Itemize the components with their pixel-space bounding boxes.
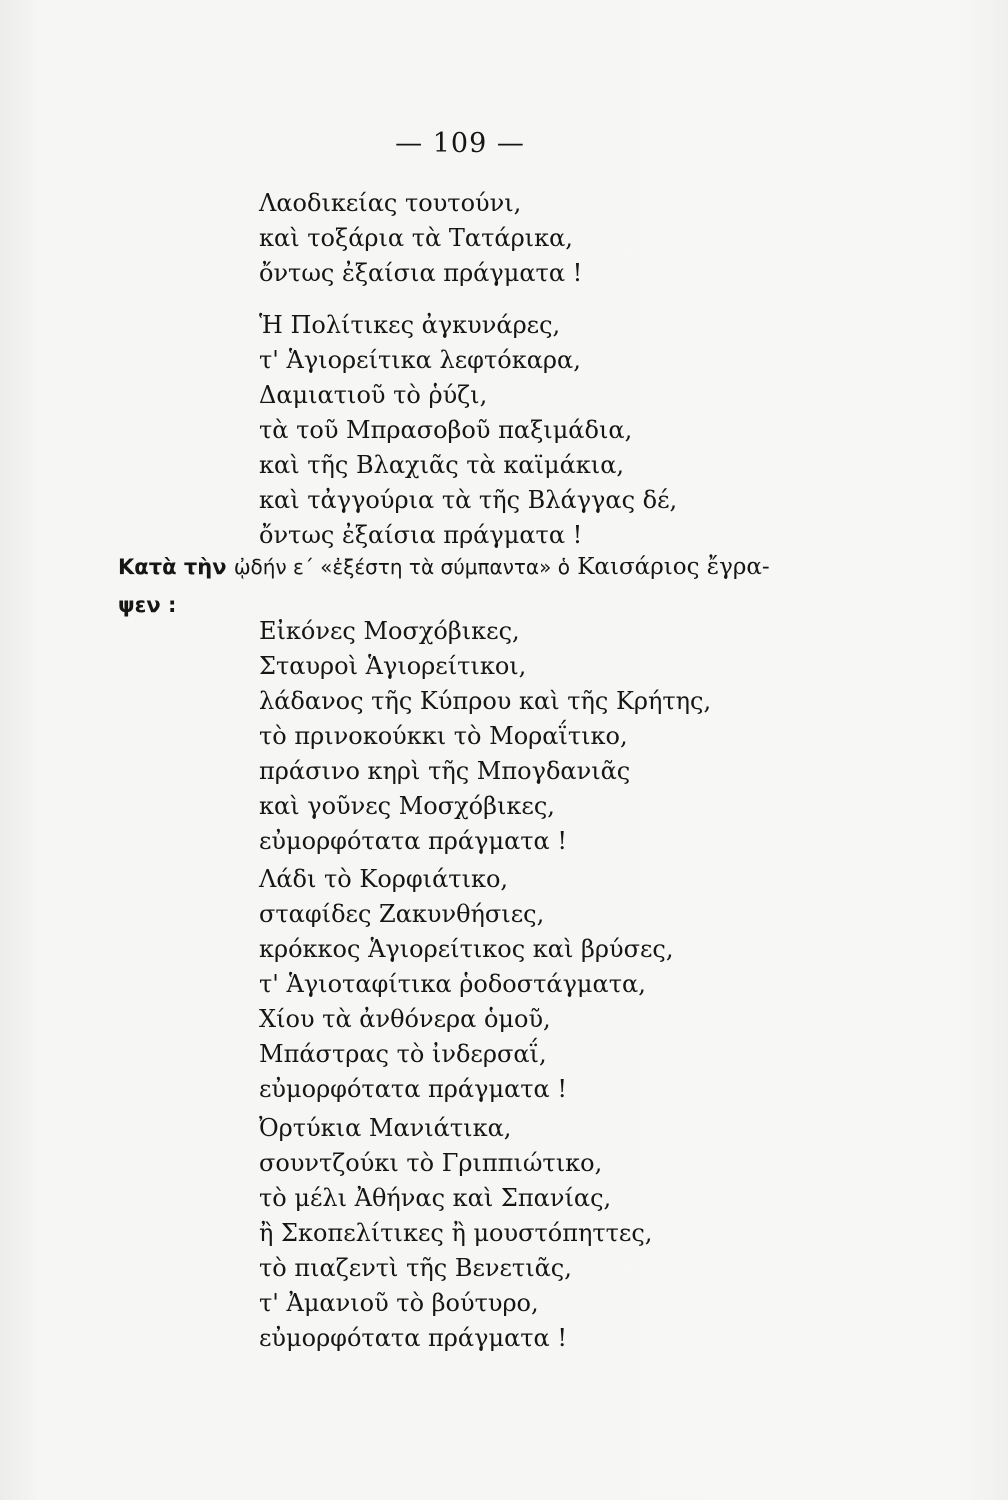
stanza-2 bbox=[259, 308, 677, 553]
verse-line: τὸ πιαζεντὶ τῆς Βενετιᾶς, bbox=[259, 1254, 572, 1282]
verse-line: καὶ τῆς Βλαχιᾶς τὰ καϊμάκια, bbox=[259, 451, 625, 479]
intro-line bbox=[118, 548, 998, 586]
intro-continuation: ψεν : bbox=[118, 593, 177, 617]
verse-line: Σταυροὶ Ἁγιορείτικοι, bbox=[259, 652, 527, 680]
stanza-4 bbox=[259, 862, 673, 1107]
stanza-3 bbox=[259, 614, 711, 859]
verse-line: ὄντως ἐξαίσια πράγματα ! bbox=[259, 259, 583, 287]
verse-line: καὶ τοξάρια τὰ Τατάρικα, bbox=[259, 224, 573, 252]
verse-line: ὄντως ἐξαίσια πράγματα ! bbox=[259, 521, 583, 549]
verse-line: τ' Ἀμανιοῦ τὸ βούτυρο, bbox=[259, 1289, 539, 1317]
verse-line: Λάδι τὸ Κορφιάτικο, bbox=[259, 865, 509, 893]
page-number: — 109 — bbox=[395, 128, 525, 159]
verse-line: λάδανος τῆς Κύπρου καὶ τῆς Κρήτης, bbox=[259, 687, 712, 715]
intro-bold-start: Κατὰ τὴν bbox=[118, 555, 227, 579]
intro-middle: ᾠδήν ε´ «ἐξέστη τὰ σύμπαντα» ὁ bbox=[233, 555, 570, 579]
intro-paragraph bbox=[118, 548, 998, 624]
verse-line: καὶ τἀγγούρια τὰ τῆς Βλάγγας δέ, bbox=[259, 486, 678, 514]
verse-line: πράσινο κηρὶ τῆς Μπογδανιᾶς bbox=[259, 757, 631, 785]
verse-line: Δαμιατιοῦ τὸ ῥύζι, bbox=[259, 381, 488, 409]
intro-end: Καισάριος ἔγρα- bbox=[577, 554, 770, 580]
verse-line: τ' Ἁγιορείτικα λεφτόκαρα, bbox=[259, 346, 581, 374]
verse-line: εὐμορφότατα πράγματα ! bbox=[259, 1075, 568, 1103]
verse-line: εὐμορφότατα πράγματα ! bbox=[259, 1324, 568, 1352]
verse-line: τ' Ἁγιοταφίτικα ῥοδοστάγματα, bbox=[259, 970, 646, 998]
verse-line: σταφίδες Ζακυνθήσιες, bbox=[259, 900, 545, 928]
stanza-1 bbox=[259, 186, 582, 291]
verse-line: Ὀρτύκια Μανιάτικα, bbox=[259, 1114, 512, 1142]
verse-line: Λαοδικείας τουτούνι, bbox=[259, 189, 522, 217]
verse-line: σουντζούκι τὸ Γριππιώτικο, bbox=[259, 1149, 603, 1177]
verse-line: τὰ τοῦ Μπρασοβοῦ παξιμάδια, bbox=[259, 416, 633, 444]
verse-line: καὶ γοῦνες Μοσχόβικες, bbox=[259, 792, 555, 820]
verse-line: ἢ Σκοπελίτικες ἢ μουστόπηττες, bbox=[259, 1219, 653, 1247]
verse-line: κρόκκος Ἁγιορείτικος καὶ βρύσες, bbox=[259, 935, 674, 963]
verse-line: τὸ μέλι Ἀθήνας καὶ Σπανίας, bbox=[259, 1184, 612, 1212]
verse-line: Χίου τὰ ἀνθόνερα ὁμοῦ, bbox=[259, 1005, 551, 1033]
verse-line: Εἰκόνες Μοσχόβικες, bbox=[259, 617, 520, 645]
stanza-5 bbox=[259, 1111, 652, 1356]
verse-line: εὐμορφότατα πράγματα ! bbox=[259, 827, 568, 855]
verse-line: Μπάστρας τὸ ἰνδερσαΐ, bbox=[259, 1040, 547, 1068]
verse-line: Ἡ Πολίτικες ἀγκυνάρες, bbox=[259, 311, 561, 339]
verse-line: τὸ πρινοκούκκι τὸ Μοραΐτικο, bbox=[259, 722, 628, 750]
